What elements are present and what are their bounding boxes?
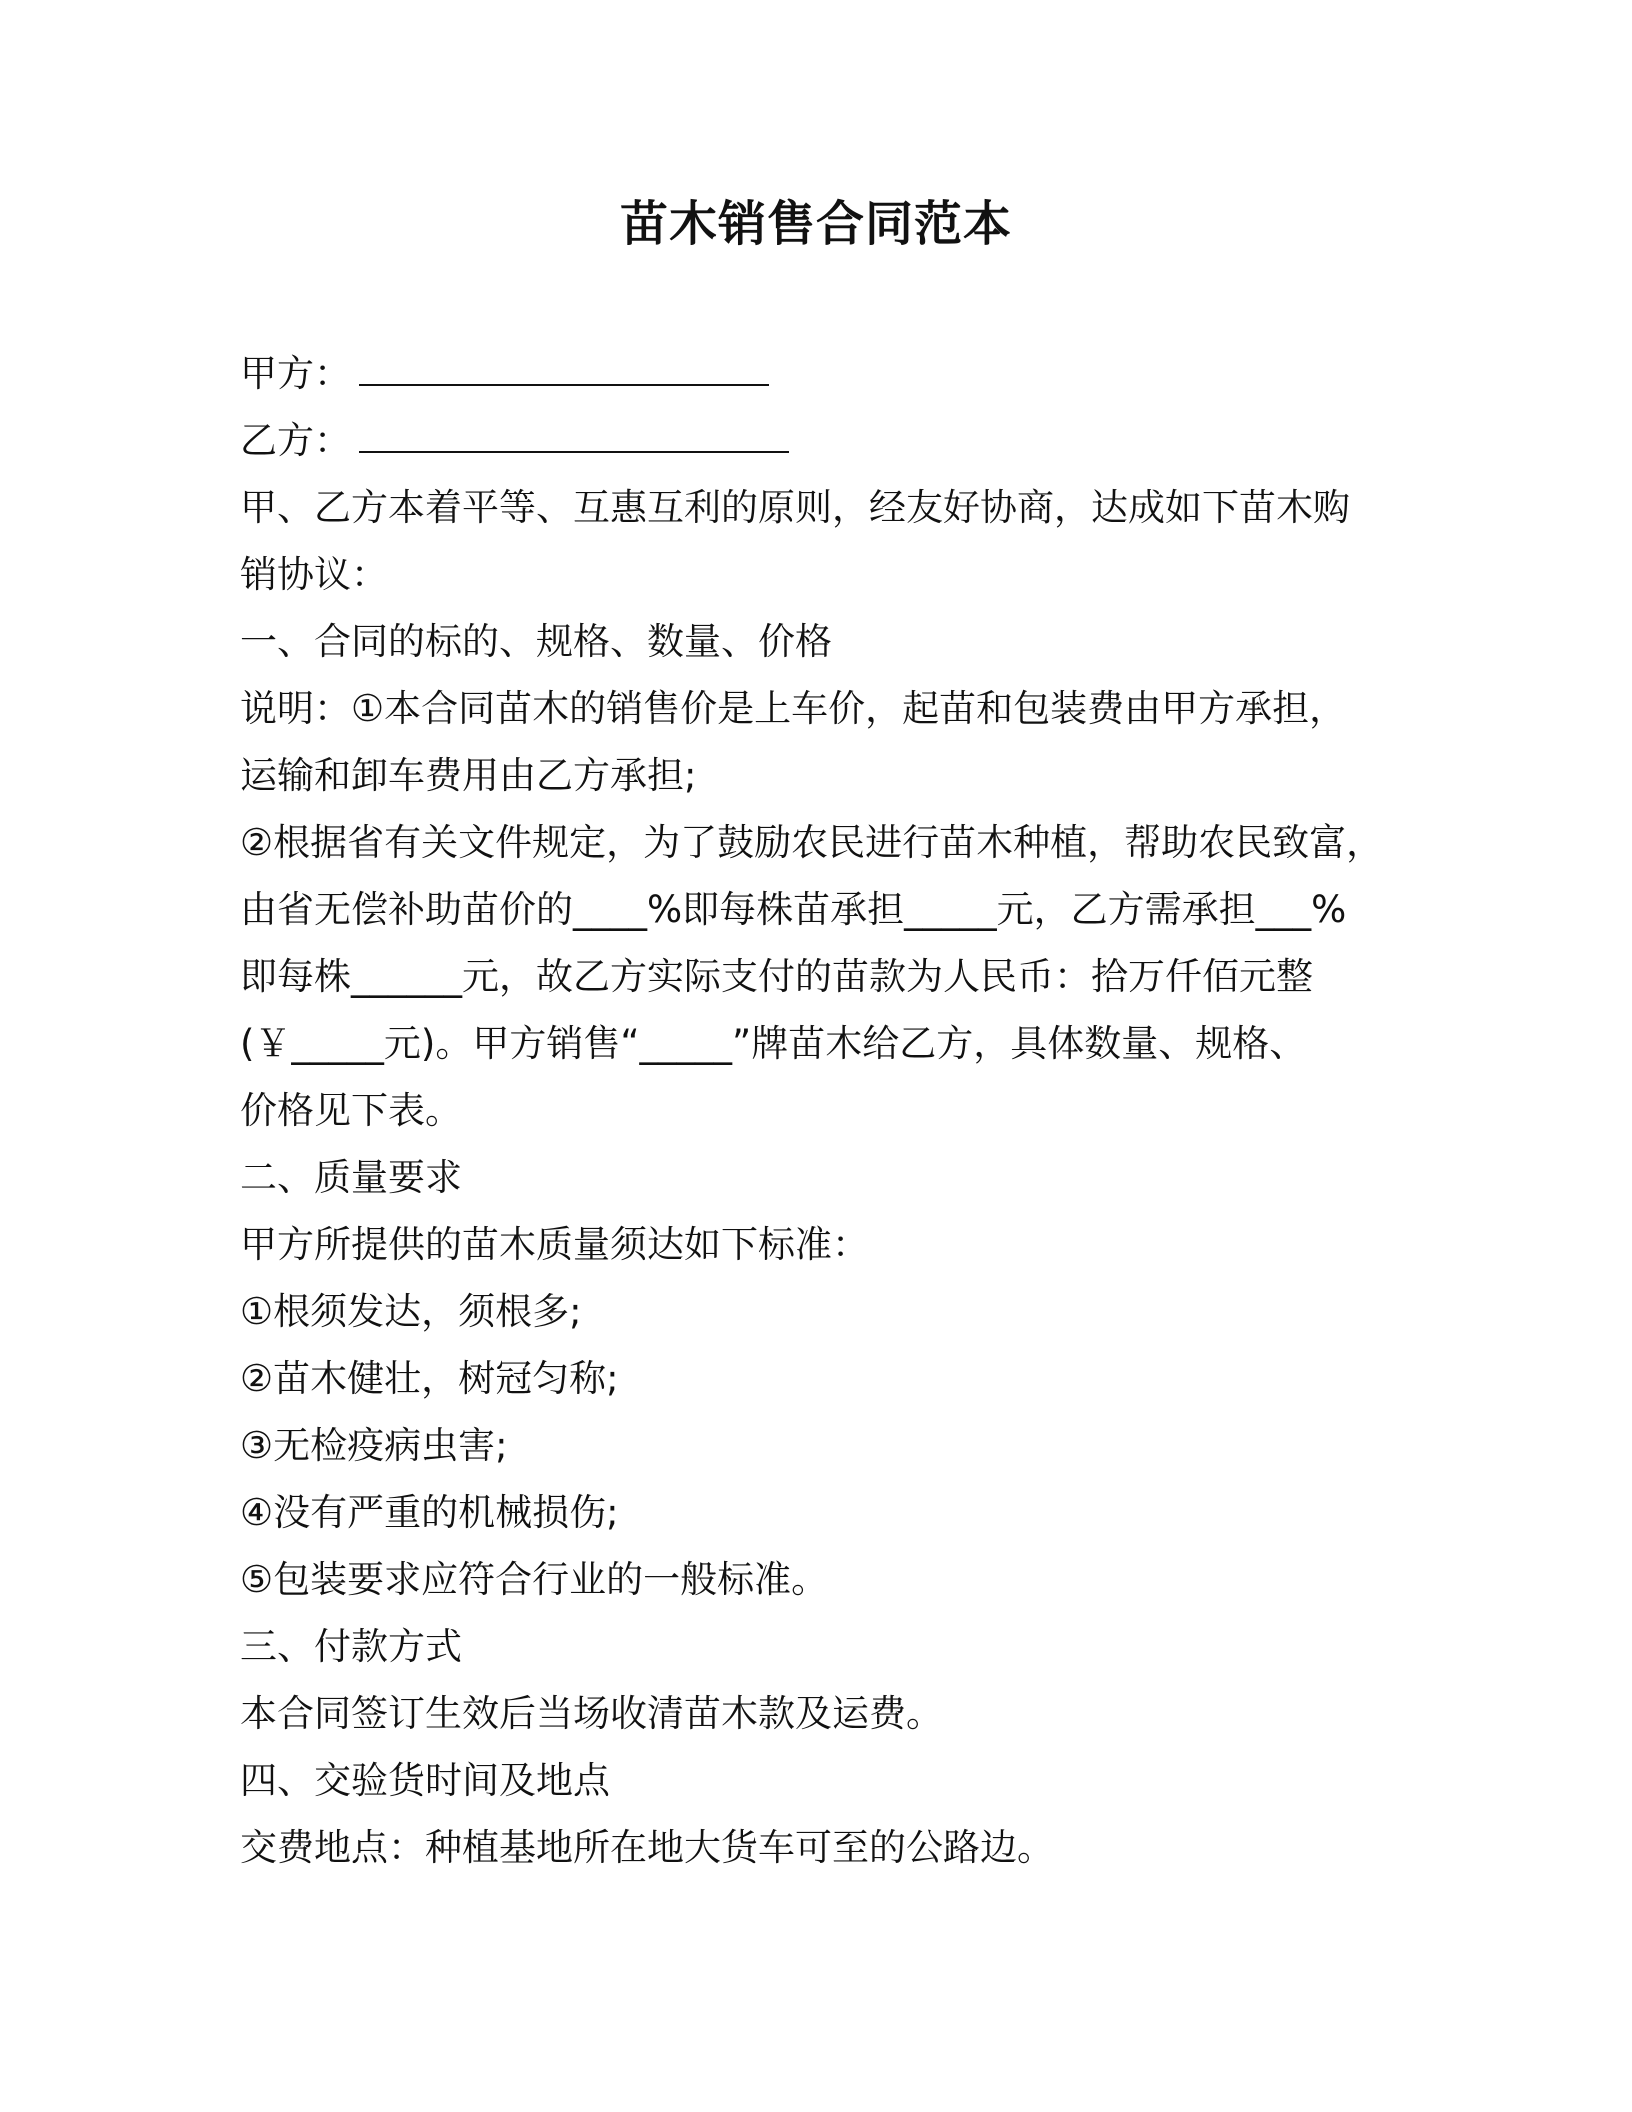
list-item: ③无检疫病虫害; bbox=[240, 1424, 508, 1467]
section-heading: 二、质量要求 bbox=[240, 1156, 462, 1199]
text-line: 价格见下表。 bbox=[240, 1089, 462, 1132]
list-item: ④没有严重的机械损伤; bbox=[240, 1491, 619, 1534]
text-line: (￥_____元)。甲方销售“_____”牌苗木给乙方，具体数量、规格、 bbox=[240, 1022, 1307, 1065]
text-line: 运输和卸车费用由乙方承担; bbox=[240, 754, 697, 797]
text-line: 交费地点：种植基地所在地大货车可至的公路边。 bbox=[240, 1826, 1054, 1869]
party-b-label: 乙方： bbox=[240, 419, 351, 462]
party-b-line bbox=[240, 407, 1390, 474]
document-body bbox=[240, 340, 1390, 1881]
section-heading: 一、合同的标的、规格、数量、价格 bbox=[240, 620, 832, 663]
party-a-line bbox=[240, 340, 1390, 407]
text-line: 本合同签订生效后当场收清苗木款及运费。 bbox=[240, 1692, 943, 1735]
section-heading: 三、付款方式 bbox=[240, 1625, 462, 1668]
party-a-label: 甲方： bbox=[240, 352, 351, 395]
text-line: 销协议： bbox=[240, 553, 388, 596]
text-line: ②根据省有关文件规定，为了鼓励农民进行苗木种植，帮助农民致富， bbox=[240, 821, 1384, 864]
text-line: 说明：①本合同苗木的销售价是上车价，起苗和包装费由甲方承担， bbox=[240, 687, 1347, 730]
list-item: ①根须发达，须根多; bbox=[240, 1290, 582, 1333]
text-line: 甲方所提供的苗木质量须达如下标准： bbox=[240, 1223, 869, 1266]
text-line: 甲、乙方本着平等、互惠互利的原则，经友好协商，达成如下苗木购 bbox=[240, 486, 1350, 529]
list-item: ⑤包装要求应符合行业的一般标准。 bbox=[240, 1558, 829, 1601]
text-line: 即每株______元，故乙方实际支付的苗款为人民币：拾万仟佰元整 bbox=[240, 955, 1313, 998]
list-item: ②苗木健壮，树冠匀称; bbox=[240, 1357, 619, 1400]
party-a-blank bbox=[359, 352, 769, 386]
document-title: 苗木销售合同范本 bbox=[619, 196, 1012, 252]
text-line: 由省无偿补助苗价的____%即每株苗承担_____元，乙方需承担___% bbox=[240, 888, 1347, 931]
section-heading: 四、交验货时间及地点 bbox=[240, 1759, 610, 1802]
party-b-blank bbox=[359, 419, 789, 453]
